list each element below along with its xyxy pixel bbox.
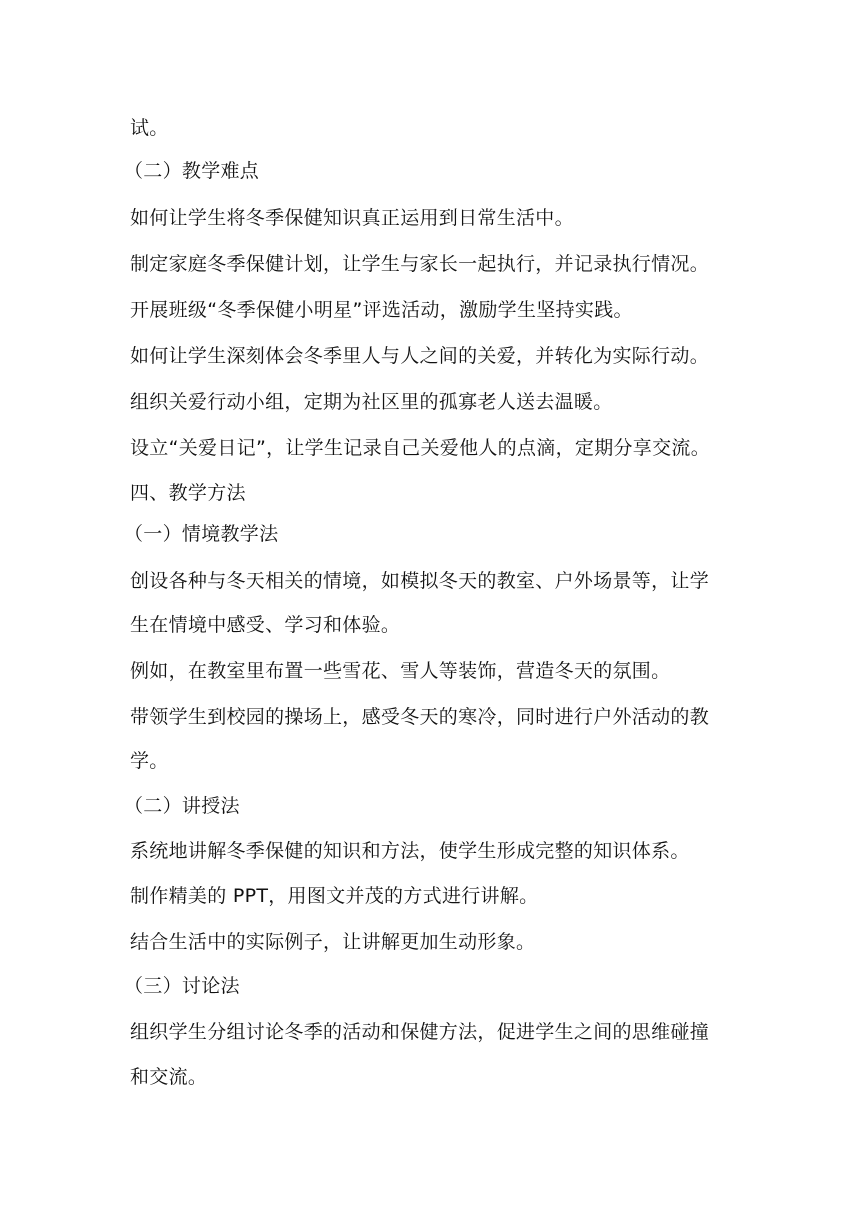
paragraph: 例如，在教室里布置一些雪花、雪人等装饰，营造冬天的氛围。 <box>130 660 671 682</box>
paragraph: 创设各种与冬天相关的情境，如模拟冬天的教室、户外场景等，让学 <box>130 570 710 592</box>
paragraph: 系统地讲解冬季保健的知识和方法，使学生形成完整的知识体系。 <box>130 840 690 862</box>
subsection-heading: （二）教学难点 <box>124 160 260 182</box>
paragraph: 制作精美的 PPT，用图文并茂的方式进行讲解。 <box>130 885 539 907</box>
paragraph-continuation: 学。 <box>130 750 169 772</box>
paragraph-continuation: 和交流。 <box>130 1066 208 1088</box>
paragraph-continuation: 生在情境中感受、学习和体验。 <box>130 614 401 636</box>
paragraph: 带领学生到校园的操场上，感受冬天的寒冷，同时进行户外活动的教 <box>130 706 710 728</box>
subsection-heading: （一）情境教学法 <box>124 523 279 545</box>
paragraph: 设立“关爱日记”，让学生记录自己关爱他人的点滴，定期分享交流。 <box>130 437 710 459</box>
paragraph: 如何让学生深刻体会冬季里人与人之间的关爱，并转化为实际行动。 <box>130 345 710 367</box>
subsection-heading: （二）讲授法 <box>124 795 240 817</box>
paragraph: 结合生活中的实际例子，让讲解更加生动形象。 <box>130 931 536 953</box>
paragraph: 制定家庭冬季保健计划，让学生与家长一起执行，并记录执行情况。 <box>130 253 710 275</box>
section-heading: 四、教学方法 <box>130 482 246 504</box>
paragraph: 开展班级“冬季保健小明星”评选活动，激励学生坚持实践。 <box>130 299 633 321</box>
subsection-heading: （三）讨论法 <box>124 975 240 997</box>
paragraph: 如何让学生将冬季保健知识真正运用到日常生活中。 <box>130 207 574 229</box>
paragraph: 组织学生分组讨论冬季的活动和保健方法，促进学生之间的思维碰撞 <box>130 1021 710 1043</box>
paragraph-continuation: 试。 <box>130 117 169 139</box>
paragraph: 组织关爱行动小组，定期为社区里的孤寡老人送去温暖。 <box>130 391 613 413</box>
